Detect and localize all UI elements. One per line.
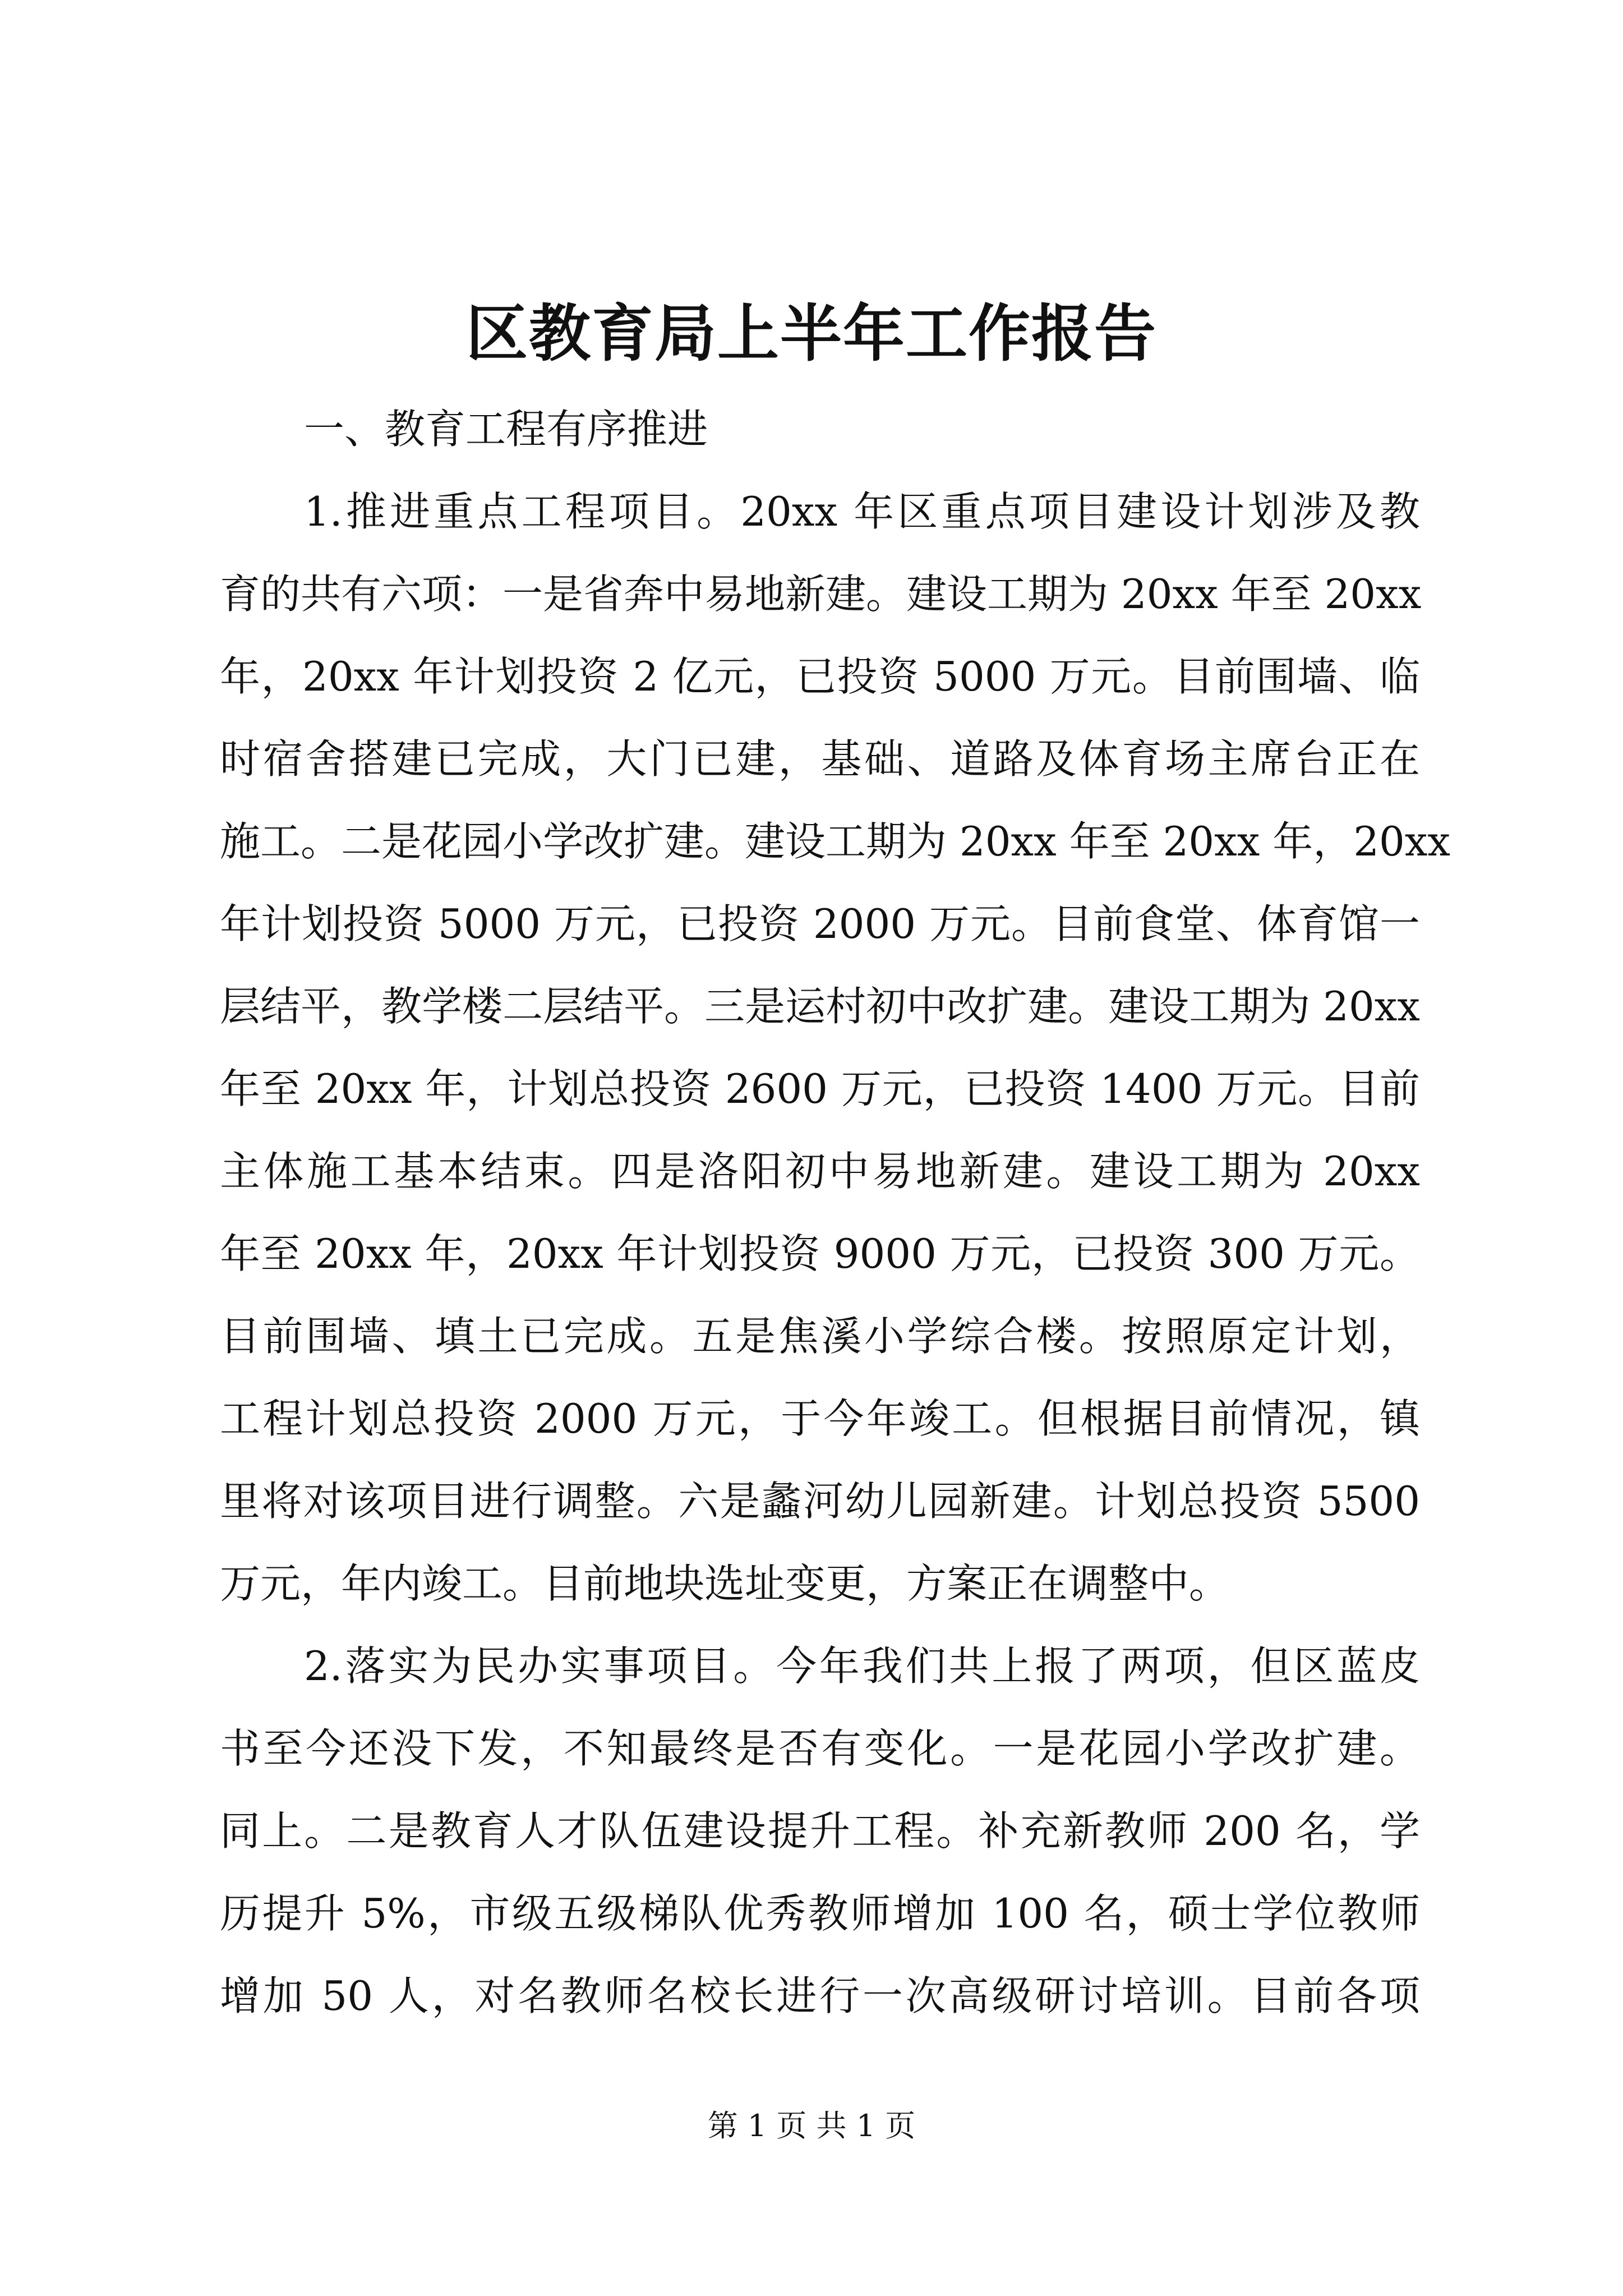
text-line: 里将对该项目进行调整。六是蠡河幼儿园新建。计划总投资 5500 <box>220 1478 1420 1525</box>
text-line: 施工。二是花园小学改扩建。建设工期为 20xx 年至 20xx 年，20xx <box>220 818 1451 865</box>
text-line: 目前围墙、填土已完成。五是焦溪小学综合楼。按照原定计划， <box>220 1313 1420 1360</box>
paragraph-1 <box>220 471 1451 1625</box>
paragraph-2 <box>220 1625 1420 2037</box>
text-line: 书至今还没下发，不知最终是否有变化。一是花园小学改扩建。 <box>220 1725 1420 1772</box>
text-line: 同上。二是教育人才队伍建设提升工程。补充新教师 200 名，学 <box>220 1807 1420 1855</box>
document-body <box>220 388 1451 2037</box>
text-line: 历提升 5%，市级五级梯队优秀教师增加 100 名，硕士学位教师 <box>220 1890 1420 1937</box>
document-title: 区教育局上半年工作报告 <box>466 297 1157 370</box>
text-line: 增加 50 人，对名教师名校长进行一次高级研讨培训。目前各项 <box>220 1972 1420 2019</box>
text-line: 时宿舍搭建已完成，大门已建，基础、道路及体育场主席台正在 <box>220 735 1420 783</box>
text-line: 工程计划总投资 2000 万元，于今年竣工。但根据目前情况，镇 <box>220 1395 1420 1442</box>
text-line: 1.推进重点工程项目。20xx 年区重点项目建设计划涉及教 <box>304 488 1420 535</box>
text-line: 万元，年内竣工。目前地块选址变更，方案正在调整中。 <box>220 1560 1230 1607</box>
text-line: 层结平，教学楼二层结平。三是运村初中改扩建。建设工期为 20xx <box>220 983 1420 1030</box>
text-line: 2.落实为民办实事项目。今年我们共上报了两项，但区蓝皮 <box>304 1642 1420 1690</box>
text-line: 主体施工基本结束。四是洛阳初中易地新建。建设工期为 20xx <box>220 1148 1420 1195</box>
section-heading: 一、教育工程有序推进 <box>304 406 708 453</box>
text-line: 年计划投资 5000 万元，已投资 2000 万元。目前食堂、体育馆一 <box>220 900 1420 947</box>
text-line: 年至 20xx 年，计划总投资 2600 万元，已投资 1400 万元。目前 <box>220 1065 1420 1112</box>
text-line: 年，20xx 年计划投资 2 亿元，已投资 5000 万元。目前围墙、临 <box>220 653 1420 700</box>
text-line: 育的共有六项：一是省奔中易地新建。建设工期为 20xx 年至 20xx <box>220 570 1422 618</box>
text-line: 年至 20xx 年，20xx 年计划投资 9000 万元，已投资 300 万元。 <box>220 1230 1420 1277</box>
page-number-footer: 第 1 页 共 1 页 <box>707 2108 916 2143</box>
